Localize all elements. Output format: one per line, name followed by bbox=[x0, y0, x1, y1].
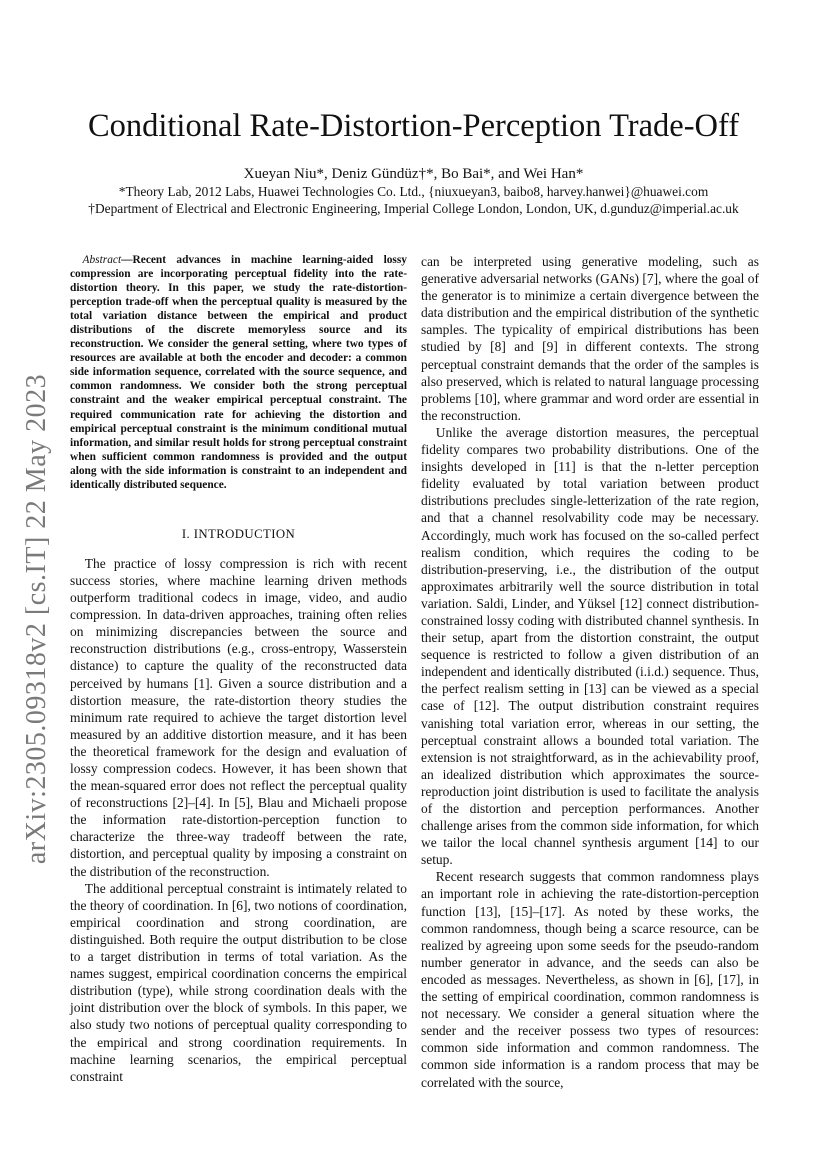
abstract-label: Abstract bbox=[82, 254, 122, 266]
author-list: Xueyan Niu*, Deniz Gündüz†*, Bo Bai*, and Wei Han* bbox=[243, 166, 584, 182]
abstract bbox=[70, 253, 407, 492]
arxiv-sidebar-stamp bbox=[10, 366, 64, 871]
intro-paragraph-3: Unlike the average distortion measures, the perceptual fidelity compares two probability distributions. One of the insights developed in [11] is that the n-letter perception fidelity evaluated by total variation between product distributions precludes single-letterization of the rate region, and that a channel resolvability code may be necessary. Accordingly, much work has focused on the so-called perfect realism condition, which requires the coding to be distribution-preserving, i.e., the distribution of the output approximates arbitrarily well the source distribution in total variation. Saldi, Linder, and Yüksel [12] connect distribution-constrained lossy coding with distributed channel synthesis. In their setup, apart from the distortion constraint, the output sequence is restricted to follow a given distribution of an independent and identically distributed (i.i.d.) sequence. Thus, the perfect realism setting in [13] can be viewed as a special case of [12]. The output distribution constraint requires vanishing total variation error, whereas in our setting, the perceptual constraint allows a bounded total variation. The extension is not straightforward, as in the achievability proof, an idealized distribution which approximates the source-reproduction joint distribution is used to facilitate the analysis of the distortion and perception performances. Another challenge arises from the common side information, for which we tailor the local channel synthesis argument [14] to our setup. bbox=[421, 424, 759, 868]
abstract-text: —Recent advances in machine learning-aided lossy compression are incorporating perceptual fidelity into the rate-distortion theory. In this paper, we study the rate-distortion-perception trade-off when the perceptual quality is measured by the total variation distance between the empirical and product distributions of the discrete memoryless source and its reconstruction. We consider the general setting, where two types of resources are available at both the encoder and decoder: a common side information sequence, correlated with the source sequence, and common randomness. We consider both the strong perceptual constraint and the weaker empirical perceptual constraint. The required communication rate for achieving the distortion and empirical perceptual constraint is the minimum conditional mutual information, and similar result holds for strong perceptual constraint when sufficient common randomness is provided and the output along with the side information is constraint to an independent and identically distributed sequence. bbox=[70, 254, 407, 491]
intro-paragraph-2: The additional perceptual constraint is intimately related to the theory of coordination. In [6], two notions of coordination, empirical coordination and strong coordination, are distinguished. Both require the output distribution to be close to a target distribution in terms of total variation. As the names suggest, empirical coordination concerns the empirical distribution (type), while strong coordination deals with the joint distribution over the block of symbols. In this paper, we also study two notions of perceptual quality corresponding to the empirical and strong coordination requirements. In machine learning scenarios, the empirical perceptual constraint bbox=[70, 880, 407, 1084]
left-column bbox=[70, 253, 407, 1085]
intro-paragraph-2-continued: can be interpreted using generative modeling, such as generative adversarial networks (GANs) [7], where the goal of the generator is to minimize a certain divergence between the data distribution and the empirical distribution of the synthetic samples. The typicality of empirical distributions has been studied by [8] and [9] in different contexts. The strong perceptual constraint demands that the order of the samples is also preserved, which is related to natural language processing problems [10], where grammar and word order are essential in the reconstruction. bbox=[421, 254, 759, 423]
arxiv-identifier: arXiv:2305.09318v2 [cs.IT] 22 May 2023 bbox=[21, 373, 52, 864]
section-heading-introduction: I. INTRODUCTION bbox=[181, 526, 296, 541]
paper-title: Conditional Rate-Distortion-Perception Trade-Off bbox=[87, 108, 740, 144]
affiliation-imperial: †Department of Electrical and Electronic Engineering, Imperial College London, London, UK, d.gunduz@imperial.ac.uk bbox=[88, 201, 739, 216]
intro-paragraph-1: The practice of lossy compression is rich with recent success stories, where machine learning driven methods outperform traditional codecs in image, video, and audio compression. In data-driven approaches, training often relies on minimizing discrepancies between the source and reconstruction distributions (e.g., cross-entropy, Wasserstein distance) to capture the quality of the reconstructed data perceived by humans [1]. Given a source distribution and a distortion measure, the rate-distortion theory studies the minimum rate required to achieve the target distortion level measured by an additive distortion measure, and it has been the theoretical framework for the design and evaluation of lossy compression codecs. However, it has been shown that the mean-squared error does not reflect the perceptual quality of reconstructions [2]–[4]. In [5], Blau and Michaeli propose the information rate-distortion-perception function to characterize the three-way tradeoff between the rate, distortion, and perceptual quality by imposing a constraint on the distribution of the reconstruction. bbox=[70, 555, 407, 879]
affiliation-huawei: *Theory Lab, 2012 Labs, Huawei Technologies Co. Ltd., {niuxueyan3, baibo8, harvey.hanwei}@huawei.com bbox=[118, 184, 709, 199]
intro-paragraph-4: Recent research suggests that common randomness plays an important role in achieving the rate-distortion-perception function [13], [15]–[17]. As noted by these works, the common randomness, though being a scarce resource, can be realized by agreeing upon some seeds for the pseudo-random number generator in advance, and the seeds can also be encoded as messages. Nevertheless, as shown in [6], [17], in the setting of empirical coordination, common randomness is not necessary. We consider a general situation where the sender and the receiver possess two types of resources: common side information and common randomness. The common side information is a random process that may be correlated with the source, bbox=[421, 869, 759, 1090]
right-column bbox=[421, 253, 759, 1091]
